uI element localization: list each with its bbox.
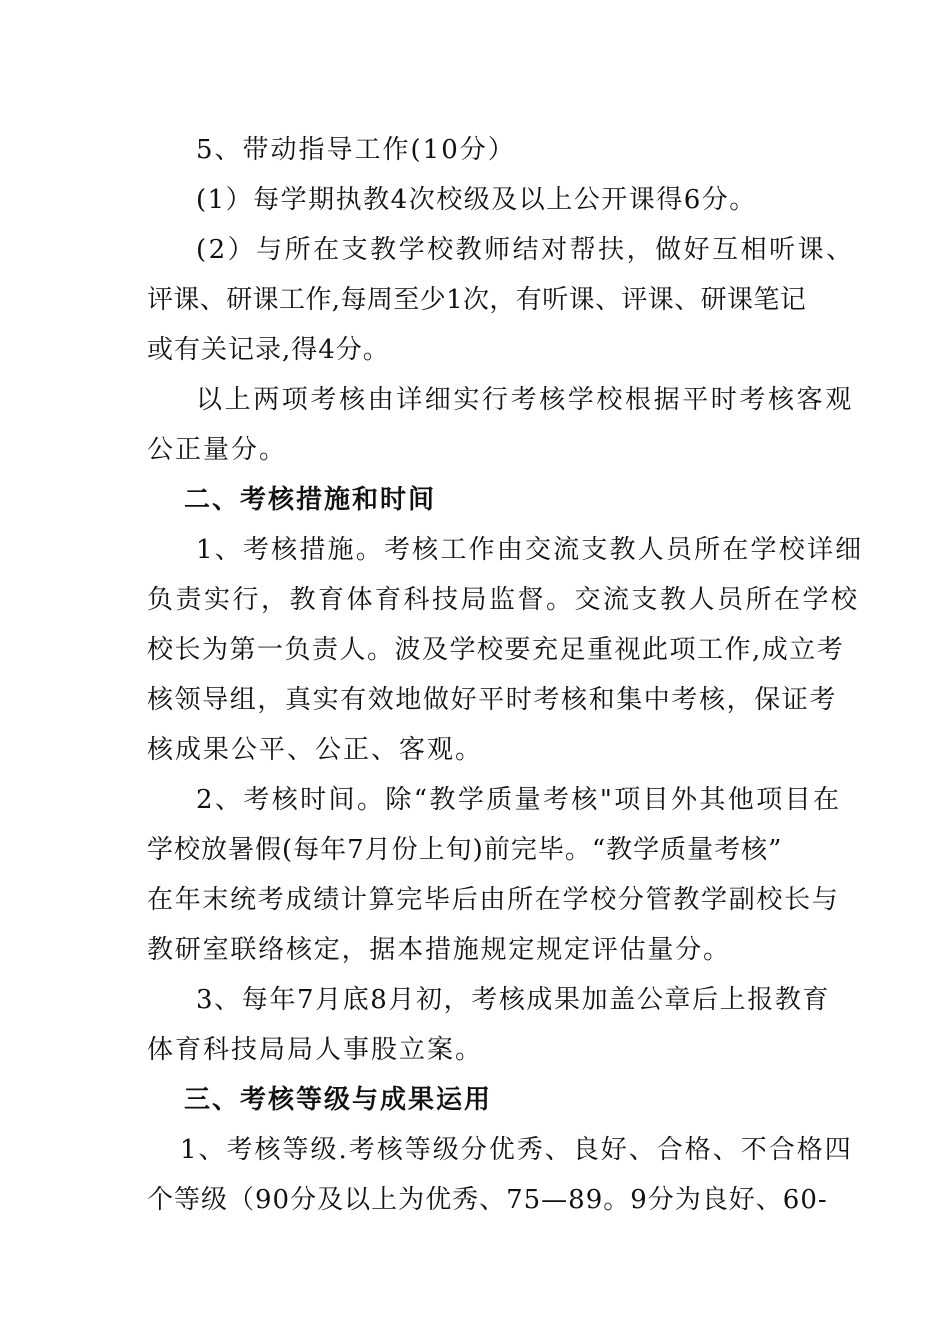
section-2-item-1-line-1: 1、考核措施。考核工作由交流支教人员所在学校详细: [196, 535, 864, 565]
assessment-note-line-2: 公正量分。: [147, 435, 288, 465]
section-2-item-2-line-2: 学校放暑假(每年7月份上旬)前完毕。“教学质量考核”: [147, 835, 783, 865]
section-2-item-2-line-4: 教研室联络核定，据本措施规定规定评估量分。: [147, 935, 731, 965]
section-2-heading: 二、考核措施和时间: [184, 485, 437, 515]
section-2-item-3-line-2: 体育科技局局人事股立案。: [147, 1035, 484, 1065]
item-5-heading: 5、带动指导工作(10分）: [196, 135, 516, 165]
item-5-1-text: (1）每学期执教4次校级及以上公开课得6分。: [196, 185, 757, 215]
section-2-item-1-line-5: 核成果公平、公正、客观。: [147, 735, 484, 765]
section-2-item-3-line-1: 3、每年7月底8月初，考核成果加盖公章后上报教育: [196, 985, 831, 1015]
section-2-item-2-line-3: 在年末统考成绩计算完毕后由所在学校分管教学副校长与: [147, 885, 840, 915]
section-2-item-1-line-3: 校长为第一负责人。波及学校要充足重视此项工作,成立考: [147, 635, 845, 665]
assessment-note-line-1: 以上两项考核由详细实行考核学校根据平时考核客观: [196, 385, 854, 415]
section-2-item-2-line-1: 2、考核时间。除“教学质量考核"项目外其他项目在: [196, 785, 842, 815]
section-3-item-1-line-2: 个等级（90分及以上为优秀、75—89。9分为良好、60-: [147, 1185, 828, 1215]
item-5-2-line-2: 评课、研课工作,每周至少1次，有听课、评课、研课笔记: [147, 285, 807, 315]
section-3-heading: 三、考核等级与成果运用: [184, 1085, 493, 1115]
section-3-item-1-line-1: 1、考核等级.考核等级分优秀、良好、合格、不合格四: [180, 1135, 853, 1165]
item-5-2-line-3: 或有关记录,得4分。: [147, 335, 390, 365]
item-5-2-line-1: (2）与所在支教学校教师结对帮扶，做好互相听课、: [196, 235, 855, 265]
section-2-item-1-line-2: 负责实行，教育体育科技局监督。交流支教人员所在学校: [147, 585, 860, 615]
section-2-item-1-line-4: 核领导组，真实有效地做好平时考核和集中考核，保证考: [147, 685, 838, 715]
